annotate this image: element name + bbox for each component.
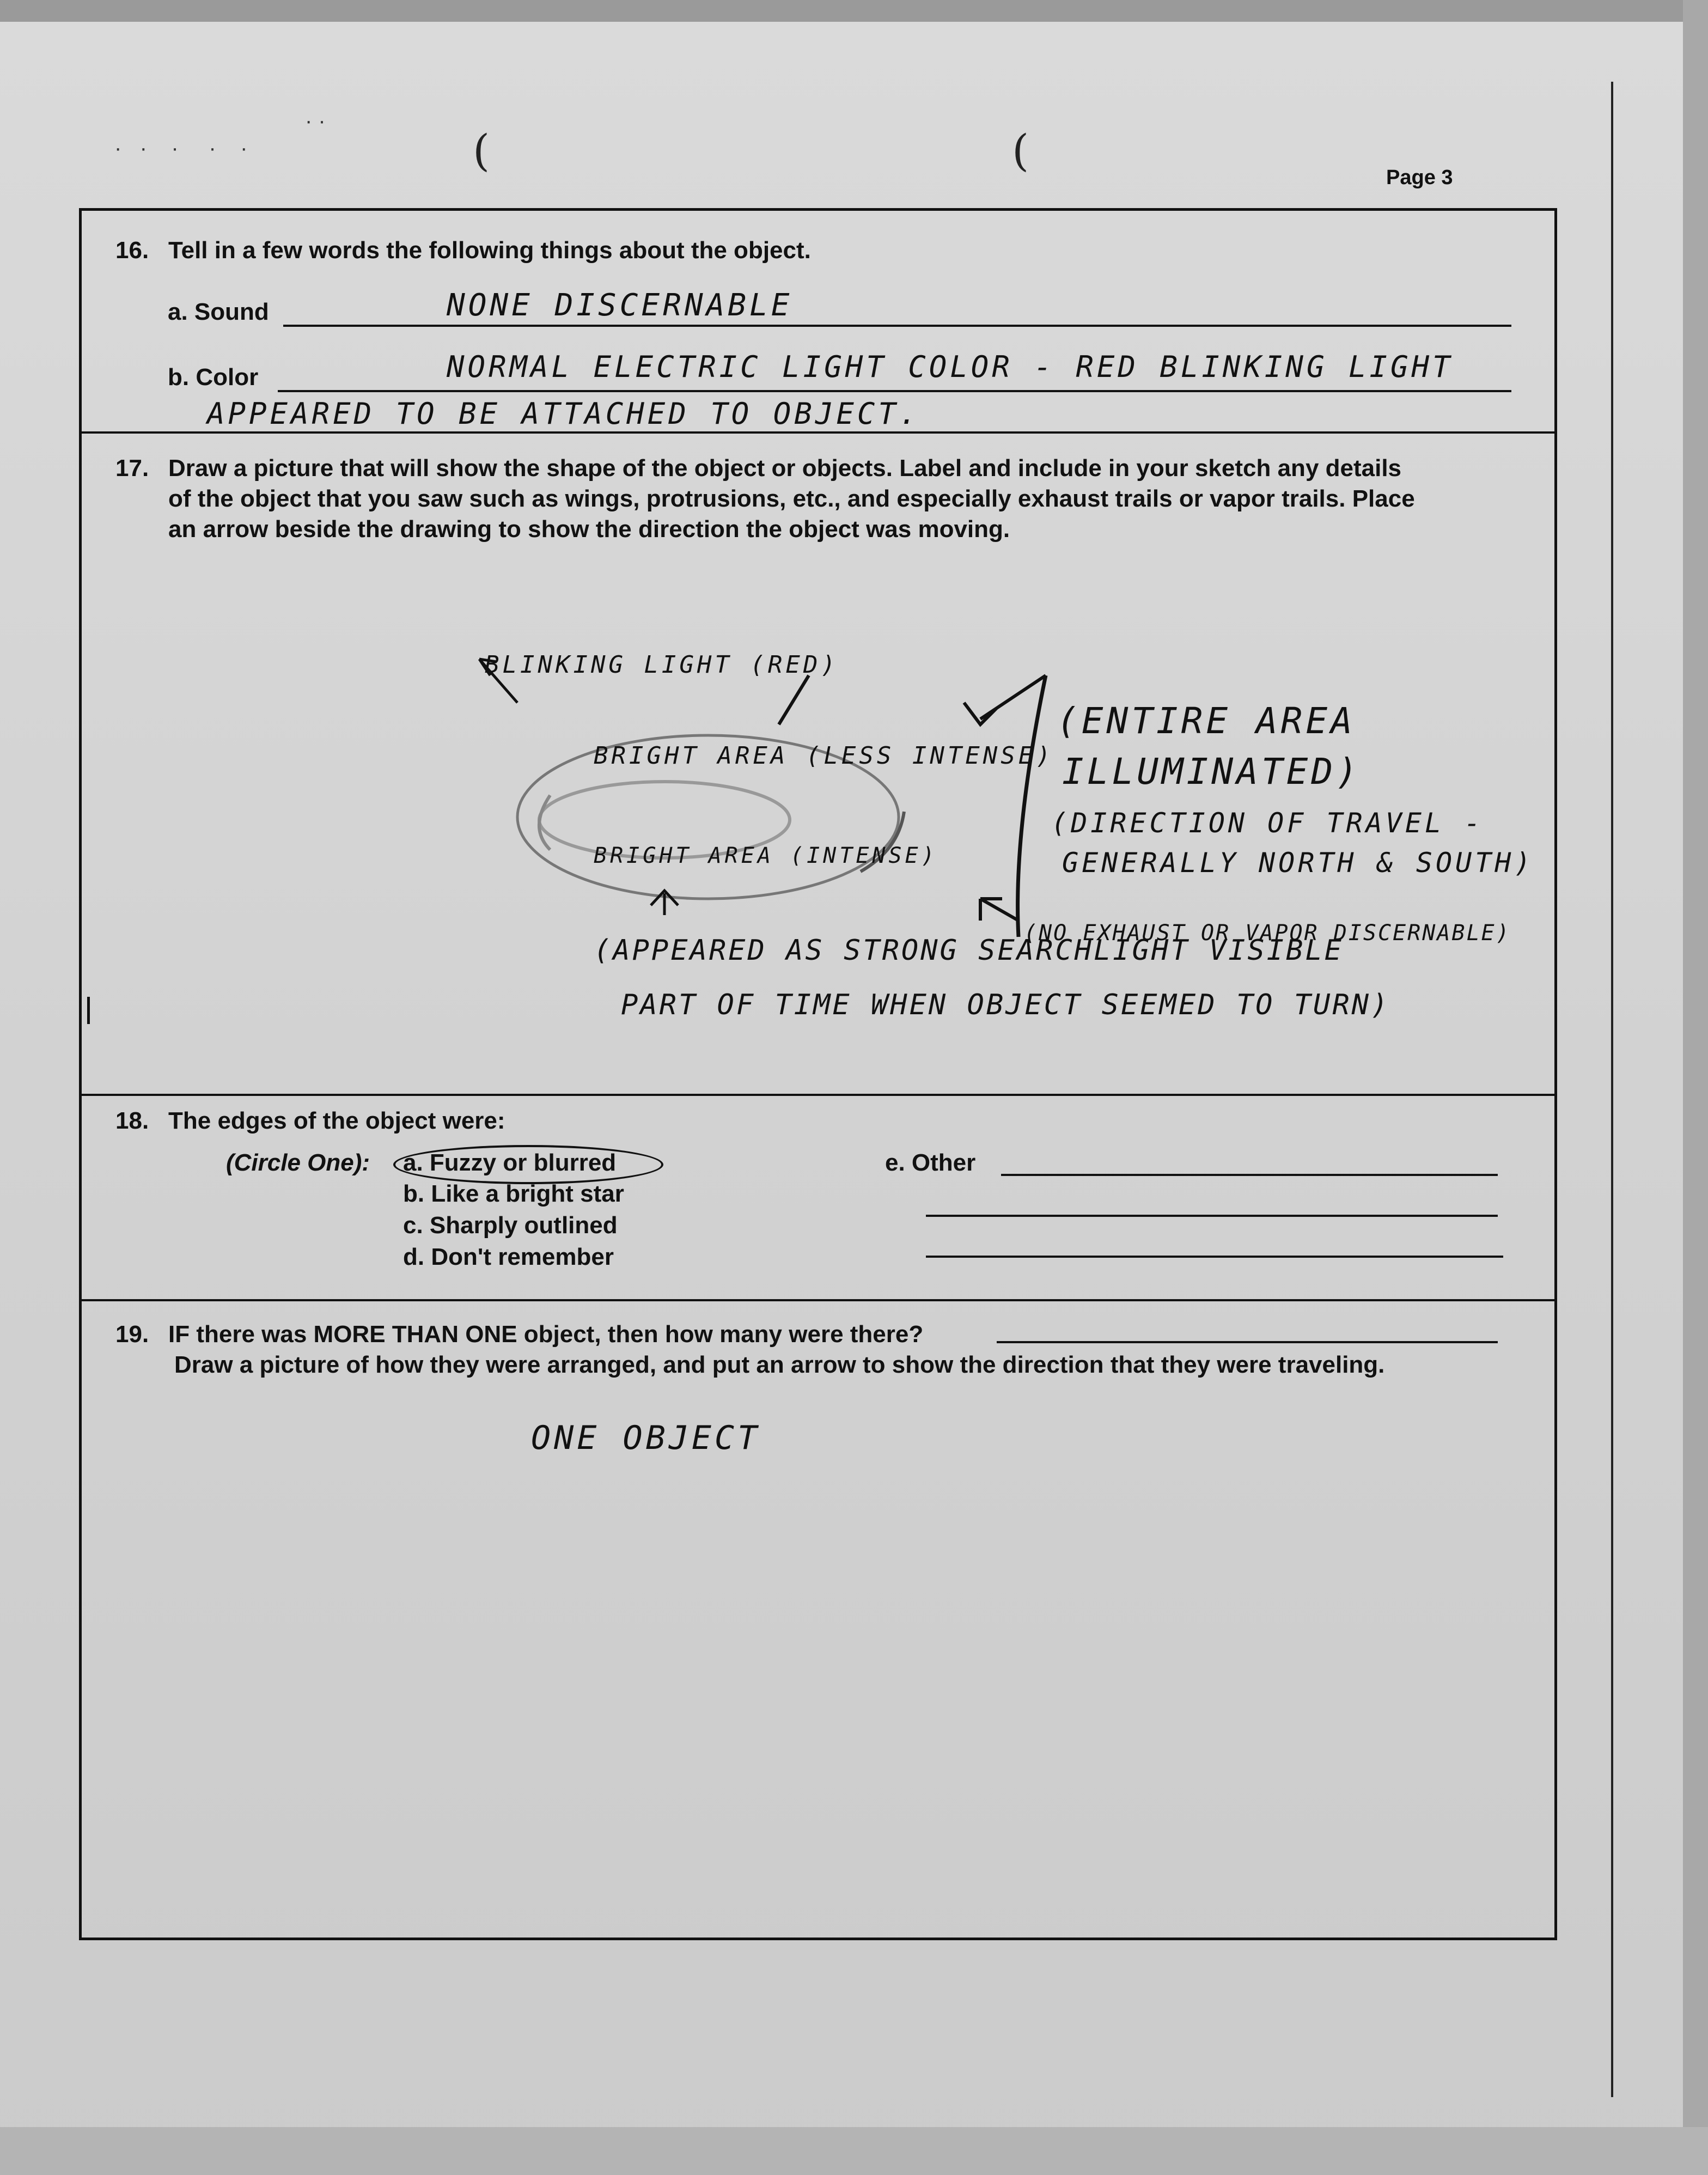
q17-text-3: an arrow beside the drawing to show the direction the object was moving. xyxy=(168,516,1010,543)
q18-text: The edges of the object were: xyxy=(168,1107,505,1134)
sketch-label-appeared-2: PART OF TIME WHEN OBJECT SEEMED TO TURN) xyxy=(621,989,1390,1021)
q16-color-label: b. Color xyxy=(168,364,259,391)
sketch-label-blinking-light: BLINKING LIGHT (RED) xyxy=(485,651,839,679)
sketch-label-direction-2: GENERALLY NORTH & SOUTH) xyxy=(1062,847,1534,879)
sketch-label-direction-1: (DIRECTION OF TRAVEL - xyxy=(1051,807,1484,839)
page-number: Page 3 xyxy=(1386,166,1453,189)
blinking-light-tick xyxy=(779,675,809,724)
q18-heading xyxy=(115,1106,505,1136)
q19-heading xyxy=(115,1319,923,1350)
q18-other-label: e. Other xyxy=(885,1149,976,1176)
direction-arrow xyxy=(1018,675,1046,937)
scan-stray-mark xyxy=(87,997,90,1024)
q19-number: 19. xyxy=(115,1321,149,1348)
scan-speck: · · · · · xyxy=(114,136,248,160)
scan-speck: · · xyxy=(305,109,326,133)
sketch-label-appeared-1: (APPEARED AS STRONG SEARCHLIGHT VISIBLE xyxy=(594,934,1344,967)
q16-number: 16. xyxy=(115,237,149,264)
q17-number: 17. xyxy=(115,455,149,482)
q16-color-answer-1[interactable]: NORMAL ELECTRIC LIGHT COLOR - RED BLINKING LIGHT xyxy=(447,350,1454,384)
q19-answer[interactable]: ONE OBJECT xyxy=(531,1419,761,1457)
sketch-label-bright-area-less: BRIGHT AREA (LESS INTENSE) xyxy=(594,742,1054,770)
q16-text: Tell in a few words the following things about the object. xyxy=(168,237,811,264)
q18-option-a[interactable]: a. Fuzzy or blurred xyxy=(403,1149,617,1176)
q16-sound-label: a. Sound xyxy=(168,298,269,325)
q19-count-line[interactable] xyxy=(997,1341,1498,1343)
q17-text-1: Draw a picture that will show the shape of the object or objects. Label and include in your sketch any details xyxy=(168,455,1402,482)
divider-17-18 xyxy=(79,1094,1557,1096)
sketch-label-entire-area-1: (ENTIRE AREA xyxy=(1057,700,1356,742)
q18-option-b[interactable]: b. Like a bright star xyxy=(403,1180,624,1207)
sketch-label-no-exhaust: (NO EXHAUST OR VAPOR DISCERNABLE) xyxy=(1024,921,1511,946)
sketch-label-bright-area-intense: BRIGHT AREA (INTENSE) xyxy=(594,843,938,868)
q19-text-1: IF there was MORE THAN ONE object, then how many were there? xyxy=(168,1321,924,1348)
punch-mark: ( xyxy=(1012,125,1029,176)
q18-number: 18. xyxy=(115,1107,149,1134)
q16-color-answer-2[interactable]: APPEARED TO BE ATTACHED TO OBJECT. xyxy=(207,397,920,431)
direction-arrow-top xyxy=(964,675,1046,724)
q18-other-line-1[interactable] xyxy=(1001,1174,1498,1176)
q16-sound-answer[interactable]: NONE DISCERNABLE xyxy=(447,288,793,323)
q18-option-c[interactable]: c. Sharply outlined xyxy=(403,1212,618,1239)
q18-other-line-3[interactable] xyxy=(926,1256,1503,1258)
divider-18-19 xyxy=(79,1299,1557,1301)
q18-option-d[interactable]: d. Don't remember xyxy=(403,1244,614,1270)
q18-circle-one: (Circle One): xyxy=(226,1149,370,1176)
direction-arrow-bottom xyxy=(980,899,1018,921)
q17-text-2: of the object that you saw such as wings, protrusions, etc., and especially exhaust trails or vapor trails. Place xyxy=(168,485,1415,512)
sketch-label-entire-area-2: ILLUMINATED) xyxy=(1062,751,1361,793)
punch-mark: ( xyxy=(473,125,490,176)
q18-other-line-2[interactable] xyxy=(926,1215,1498,1217)
q19-text-2: Draw a picture of how they were arranged, and put an arrow to show the direction that they were traveling. xyxy=(174,1351,1385,1378)
